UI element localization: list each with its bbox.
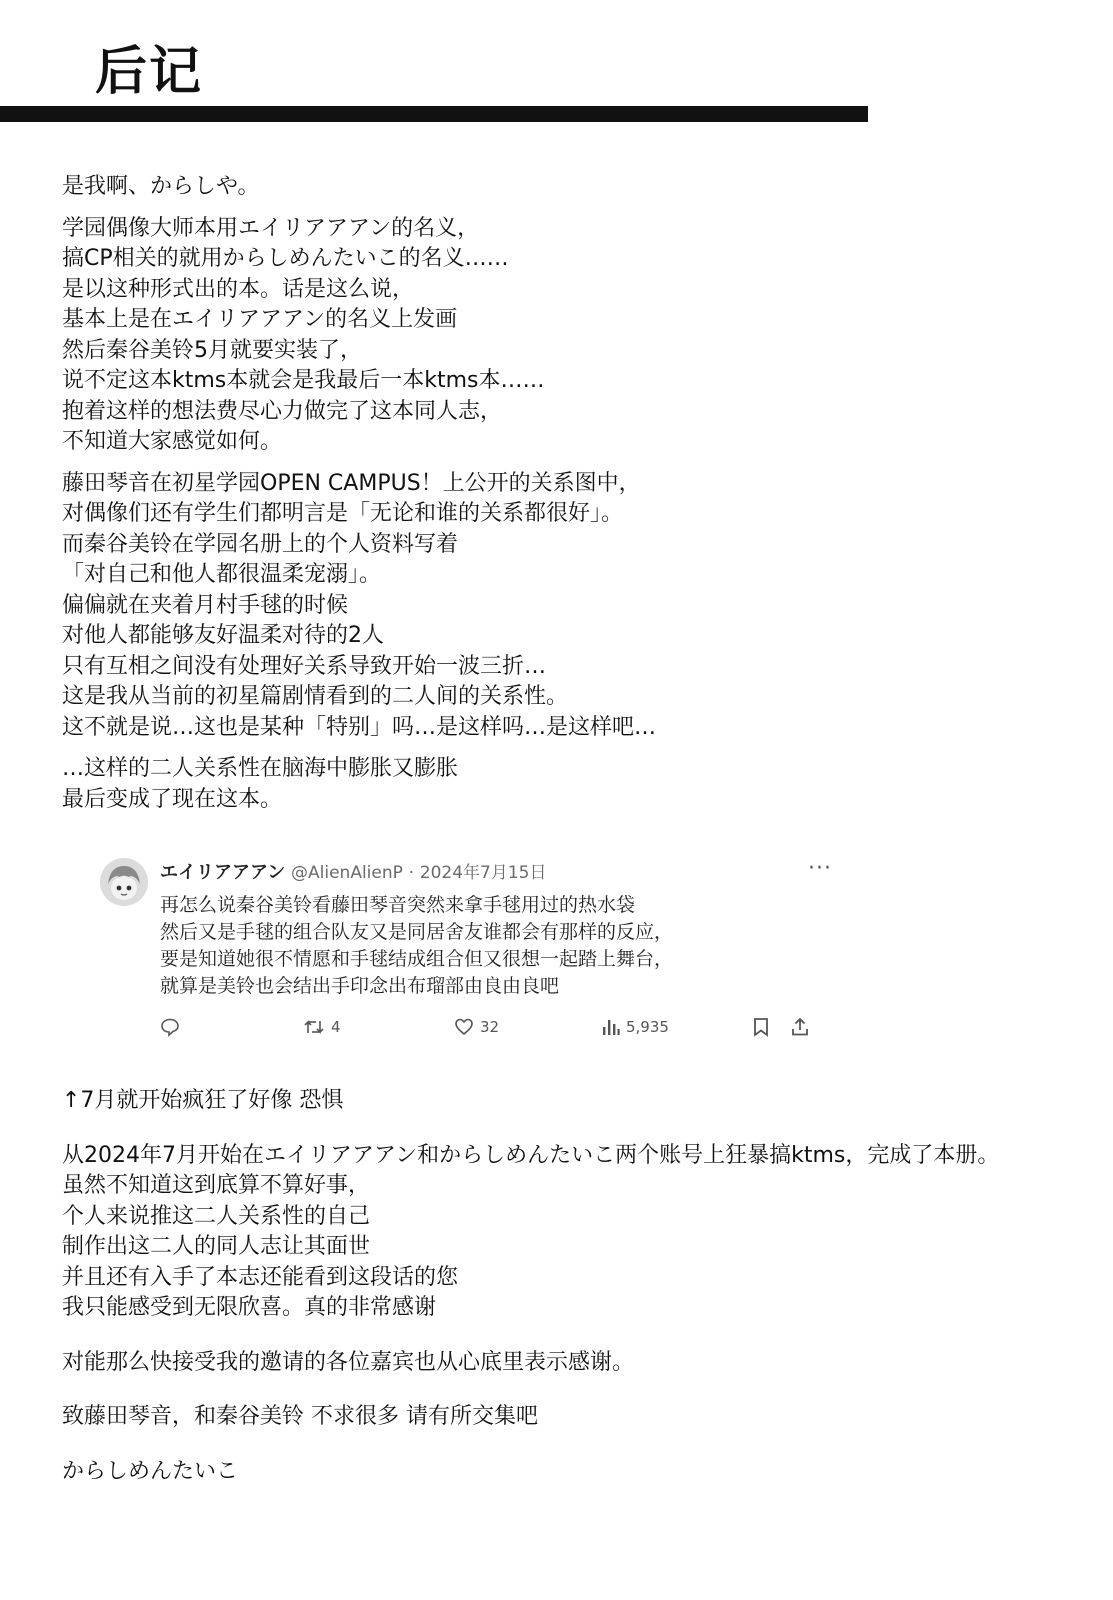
text-line: 个人来说推这二人关系性的自己 [62,1203,371,1229]
text-line: 这是我从当前的初星篇剧情看到的二人间的关系性。 [62,684,569,709]
paragraph-guest-thanks [62,1348,1112,1379]
text-line: 而秦谷美铃在学园名册上的个人资料写着 [62,531,459,557]
text-line: 制作出这二人的同人志让其面世 [62,1234,371,1259]
paragraph-intro [62,214,1102,458]
reply-icon [160,1017,180,1037]
share-icon [790,1017,810,1037]
text-line: 搞CP相关的就用からしめんたいこ的名义…… [62,246,509,271]
text-line: 「对自己和他人都很温柔宠溺」。 [62,562,382,587]
text-line: 对偶像们还有学生们都明言是「无论和谁的关系都很好」。 [62,501,624,526]
tweet-date[interactable]: 2024年7月15日 [419,863,547,883]
bookmark-button[interactable] [752,1012,770,1042]
tweet-actions [160,1012,820,1042]
retweet-icon [303,1017,325,1037]
tweet-line: 再怎么说秦谷美铃看藤田琴音突然来拿手毬用过的热水袋 [160,894,636,916]
text-line: 是我啊、からしや。 [62,174,260,199]
text-line: 最后变成了现在这本。 [62,786,283,812]
text-line: 这不就是说…这也是某种「特别」吗…是这样吗…是这样吧… [62,714,657,740]
title-underline [0,106,868,122]
paragraph-greeting [62,172,1102,203]
paragraph-dedication [62,1402,1112,1433]
bookmark-icon [752,1017,770,1037]
heart-icon [454,1017,474,1037]
tweet-author-handle[interactable]: @AlienAlienP [291,863,403,883]
author-signature [62,1457,1112,1488]
text-line: …这样的二人关系性在脑海中膨胀又膨胀 [62,756,459,781]
text-line: 抱着这样的想法费尽心力做完了这本同人志， [62,398,503,424]
tweet-author-name[interactable]: エイリアアアン [160,862,286,883]
afterword-closing [62,1086,1112,1511]
page-title: 后记 [95,42,204,102]
text-line: 学园偶像大师本用エイリアアアン的名义， [62,215,480,241]
views-button[interactable] [602,1012,669,1042]
paragraph-result [62,754,1102,815]
tweet-separator: · [408,863,415,883]
text-line: 对能那么快接受我的邀请的各位嘉宾也从心底里表示感谢。 [62,1349,635,1375]
tweet-header [160,860,546,886]
text-line: からしめんたいこ [62,1458,239,1484]
text-line: 我只能感受到无限欣喜。真的非常感谢 [62,1295,437,1320]
text-line: 不知道大家感觉如何。 [62,429,283,454]
retweet-count: 4 [331,1018,341,1036]
text-line: 只有互相之间没有处理好关系导致开始一波三折… [62,653,547,679]
text-line: 虽然不知道这到底算不算好事， [62,1173,371,1198]
text-line: 是以这种形式出的本。话是这么说， [62,276,415,302]
paragraph-relationship [62,469,1102,744]
afterword-body [62,172,1102,826]
views-count: 5,935 [626,1018,669,1036]
reply-button[interactable] [160,1012,180,1042]
text-line: 基本上是在エイリアアアン的名义上发画 [62,307,458,332]
text-line: 藤田琴音在初星学园OPEN CAMPUS！上公开的关系图中， [62,470,641,496]
tweet-text [160,892,673,1000]
share-button[interactable] [790,1012,810,1042]
text-line: 偏偏就在夹着月村手毬的时候 [62,592,349,618]
tweet-line: 然后又是手毬的组合队友又是同居舍友谁都会有那样的反应， [160,921,674,943]
avatar[interactable] [100,858,148,906]
paragraph-tweet-caption [62,1086,1112,1117]
tweet-line: 要是知道她很不情愿和手毬结成组合但又很想一起踏上舞台， [160,948,674,970]
paragraph-thanks [62,1141,1112,1324]
more-options-icon[interactable]: ··· [808,856,832,881]
embedded-tweet [92,852,852,1072]
like-count: 32 [480,1018,500,1036]
tweet-line: 就算是美铃也会结出手印念出布瑠部由良由良吧 [160,975,560,997]
retweet-button[interactable] [303,1012,341,1042]
text-line: 致藤田琴音，和秦谷美铃 不求很多 请有所交集吧 [62,1404,538,1429]
text-line: ↑7月就开始疯狂了好像 恐惧 [62,1088,344,1113]
like-button[interactable] [454,1012,499,1042]
text-line: 从2024年7月开始在エイリアアアン和からしめんたいこ两个账号上狂暴搞ktms，完成了本册。 [62,1142,1000,1168]
text-line: 并且还有入手了本志还能看到这段话的您 [62,1264,459,1290]
text-line: 然后秦谷美铃5月就要实装了， [62,337,362,363]
views-icon [602,1017,620,1037]
text-line: 对他人都能够友好温柔对待的2人 [62,623,384,648]
text-line: 说不定这本ktms本就会是我最后一本ktms本…… [62,368,545,393]
